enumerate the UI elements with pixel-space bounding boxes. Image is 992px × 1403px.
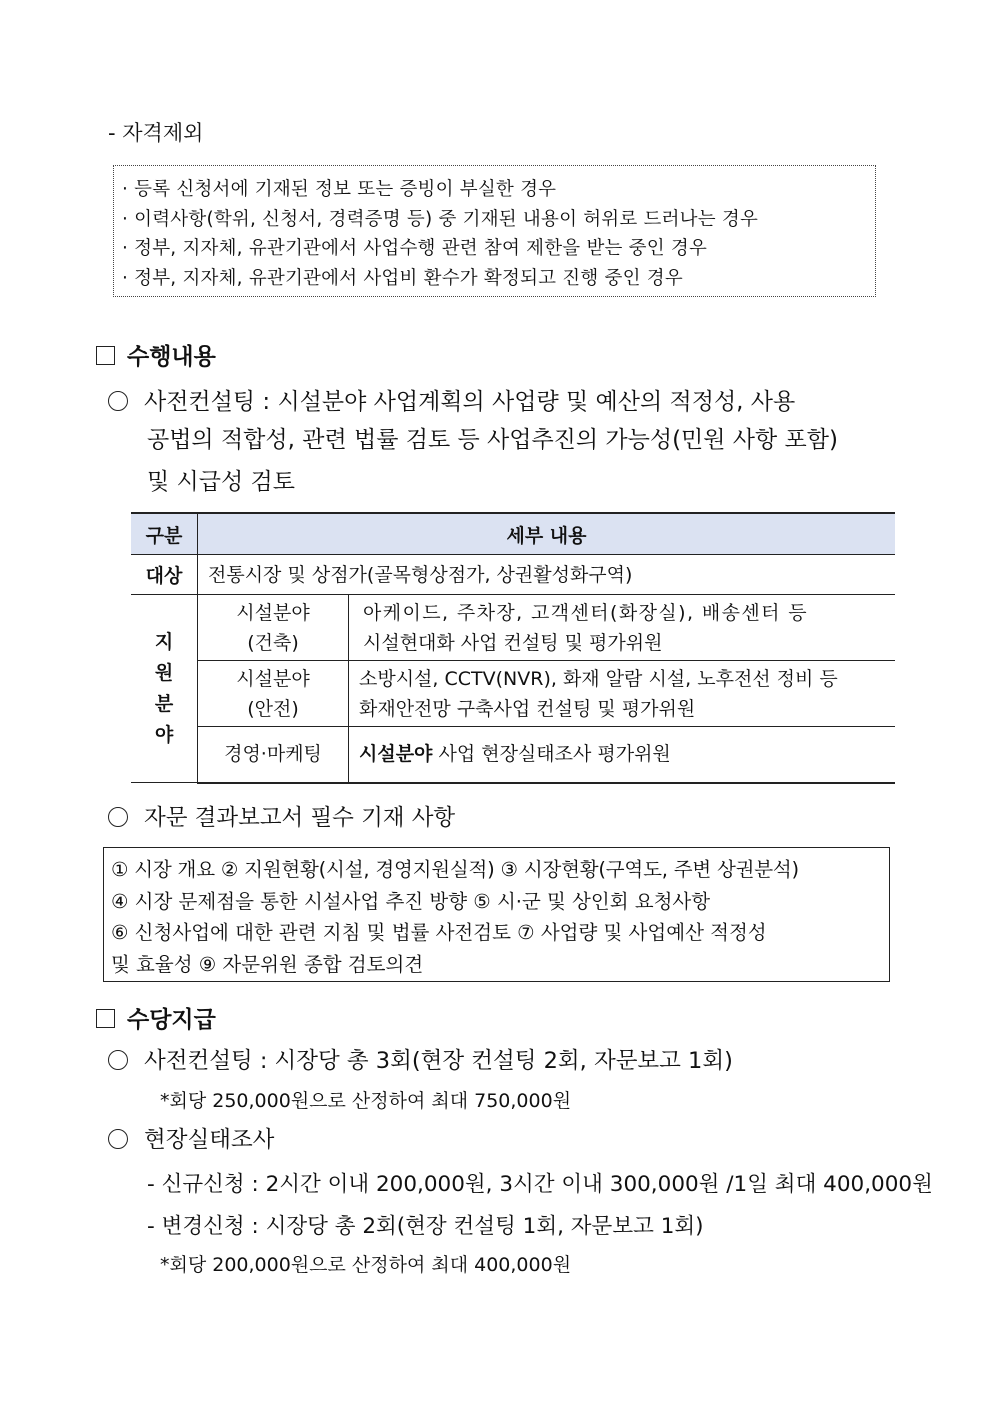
detail-line: 아케이드, 주차장, 고객센터(화장실), 배송센터 등: [363, 601, 809, 624]
support-label-char: 지: [154, 630, 174, 653]
support-label-char: 분: [154, 692, 174, 715]
work-item-2-title: 자문 결과보고서 필수 기재 사항: [144, 805, 456, 831]
section-title-text: 수당지급: [127, 1007, 216, 1033]
square-bullet-icon: [96, 346, 115, 365]
allowance-note-2: *회당 200,000원으로 산정하여 최대 400,000원: [160, 1254, 572, 1276]
report-items-line: 및 효율성 ⑨ 자문위원 종합 검토의견: [111, 952, 424, 976]
work-item-1-line: 및 시급성 검토: [147, 469, 295, 495]
field-line: (안전): [247, 697, 299, 720]
allowance-item-1-text: 사전컨설팅 : 시장당 총 3회(현장 컨설팅 2회, 자문보고 1회): [144, 1048, 733, 1074]
allowance-note-1: *회당 250,000원으로 산정하여 최대 750,000원: [160, 1090, 572, 1112]
field-line: 시설분야: [236, 667, 310, 690]
field-line: (건축): [247, 631, 299, 654]
square-bullet-icon: [96, 1009, 115, 1028]
table-target-label: 대상: [131, 555, 198, 595]
table-support-label: [131, 595, 198, 783]
circle-bullet-icon: [108, 807, 128, 827]
work-item-1: [108, 381, 795, 423]
disqualification-box: [113, 165, 876, 297]
disqualification-item: · 정부, 지자체, 유관기관에서 사업비 환수가 확정되고 진행 중인 경우: [122, 267, 683, 289]
field-line: 시설분야: [236, 601, 310, 624]
allowance-sub-change: - 변경신청 : 시장당 총 2회(현장 컨설팅 1회, 자문보고 1회): [147, 1214, 704, 1239]
allowance-item-2: [108, 1122, 274, 1154]
support-label-char: 원: [154, 661, 174, 684]
detail-line: 화재안전망 구축사업 컨설팅 및 평가위원: [359, 697, 696, 720]
section-title-work: [96, 338, 216, 371]
disqualification-item: · 등록 신청서에 기재된 정보 또는 증빙이 부실한 경우: [122, 179, 557, 200]
table-row-field: [198, 595, 349, 661]
table-row-field: [198, 661, 349, 727]
table-row-field: 경영·마케팅: [198, 727, 349, 783]
disqualification-item: · 이력사항(학위, 신청서, 경력증명 등) 중 기재된 내용이 허위로 드러나는 경우: [122, 208, 759, 230]
table-row-detail: [349, 595, 896, 661]
report-items-line: ⑥ 신청사업에 대한 관련 지침 및 법률 사전검토 ⑦ 사업량 및 사업예산 적정성: [111, 921, 767, 944]
allowance-item-2-text: 현장실태조사: [144, 1127, 275, 1153]
work-item-2: [108, 800, 455, 832]
table-header-category: 구분: [131, 513, 198, 555]
section-title-text: 수행내용: [127, 344, 216, 370]
report-items-line: ④ 시장 문제점을 통한 시설사업 추진 방향 ⑤ 시·군 및 상인회 요청사항: [111, 889, 711, 913]
work-item-1-line: 공법의 적합성, 관련 법률 검토 등 사업추진의 가능성(민원 사항 포함): [147, 427, 838, 453]
detail-line: 시설현대화 사업 컨설팅 및 평가위원: [363, 631, 663, 654]
table-row-detail: [349, 727, 896, 783]
circle-bullet-icon: [108, 391, 128, 411]
detail-bold: 시설분야: [359, 743, 433, 766]
support-label-char: 야: [154, 723, 174, 746]
table-row-detail: [349, 661, 896, 727]
table-header-detail: 세부 내용: [198, 513, 896, 555]
table-target-value: 전통시장 및 상점가(골목형상점가, 상권활성화구역): [198, 555, 896, 595]
disqualification-heading: - 자격제외: [108, 121, 204, 145]
detail-line: 소방시설, CCTV(NVR), 화재 알람 시설, 노후전선 정비 등: [359, 667, 838, 690]
allowance-item-1: [108, 1043, 733, 1075]
support-table: [131, 512, 895, 784]
allowance-sub-new: - 신규신청 : 2시간 이내 200,000원, 3시간 이내 300,000원 /1일 최대 400,000원: [147, 1172, 933, 1197]
circle-bullet-icon: [108, 1050, 128, 1070]
detail-rest: 사업 현장실태조사 평가위원: [432, 743, 671, 766]
work-item-1-line: 사전컨설팅 : 시설분야 사업계획의 사업량 및 예산의 적정성, 사용: [144, 389, 796, 415]
circle-bullet-icon: [108, 1129, 128, 1149]
section-title-allowance: [96, 1001, 216, 1034]
report-items-line: ① 시장 개요 ② 지원현황(시설, 경영지원실적) ③ 시장현황(구역도, 주변 상권분석): [111, 858, 799, 881]
report-items-box: [103, 847, 890, 982]
disqualification-item: · 정부, 지자체, 유관기관에서 사업수행 관련 참여 제한을 받는 중인 경우: [122, 238, 708, 259]
